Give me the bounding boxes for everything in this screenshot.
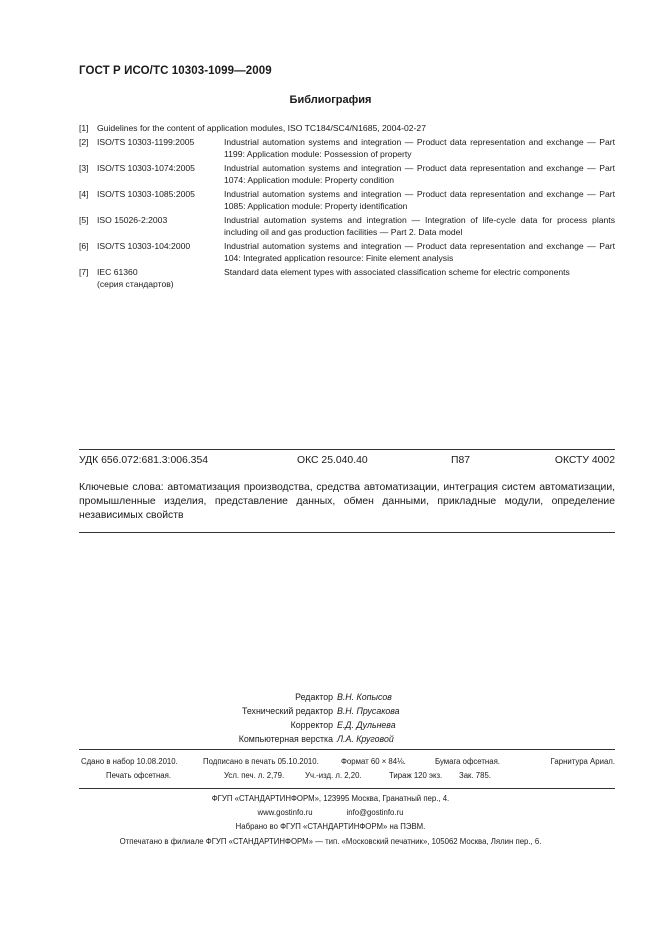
staff-person: В.Н. Прусакова (337, 706, 400, 716)
entry-number: [1] (79, 123, 89, 133)
entry-number: [7] (79, 266, 89, 277)
okstu-code: ОКСТУ 4002 (554, 455, 615, 466)
bibliography-list (79, 122, 615, 289)
publisher-web: www.gostinfo.ru (257, 808, 313, 818)
bibliography-entry (79, 240, 615, 264)
imprint-printing: Печать офсетная. (106, 771, 172, 780)
imprint-typeface: Гарнитура Ариал. (550, 757, 615, 766)
divider-top (79, 449, 615, 450)
entry-reference: ISO 15026-2:2003 (97, 214, 168, 225)
entry-reference: ISO/TS 10303-1074:2005 (97, 162, 195, 173)
publisher-address: ФГУП «СТАНДАРТИНФОРМ», 123995 Москва, Гранатный пер., 4. (211, 794, 450, 803)
staff-row (0, 718, 661, 732)
staff-row (0, 732, 661, 746)
keywords-block (79, 481, 615, 524)
publisher-contacts (0, 806, 661, 820)
entry-number: [3] (79, 162, 89, 173)
entry-number: [5] (79, 214, 89, 225)
bibliography-entry (79, 188, 615, 212)
entry-title: Industrial automation systems and integration — Integration of life-cycle data for process plants including oil and gas production facilities — Part 2. Data model (224, 214, 615, 237)
divider-publisher (79, 788, 615, 789)
oks-code: ОКС 25.040.40 (297, 455, 368, 466)
staff-role: Корректор (290, 720, 333, 730)
entry-number: [2] (79, 136, 89, 147)
staff-role: Технический редактор (241, 706, 333, 716)
bibliography-entry (79, 136, 615, 160)
entry-title: Industrial automation systems and integration — Product data representation and exchange — Part 1199: Application module: Possession of property (224, 136, 615, 159)
publisher-typeset: Набрано во ФГУП «СТАНДАРТИНФОРМ» на ПЭВМ. (235, 822, 426, 832)
bibliography-entry (79, 162, 615, 186)
staff-person: Е.Д. Дульнева (337, 720, 396, 730)
standard-code: ГОСТ Р ИСО/ТС 10303-1099—2009 (79, 65, 272, 77)
publisher-email: info@gostinfo.ru (346, 808, 404, 818)
entry-title: Standard data element types with associated classification scheme for electric components (224, 266, 570, 277)
publisher-block (0, 792, 661, 849)
imprint-order: Зак. 785. (459, 771, 491, 780)
entry-reference: ISO/TS 10303-1085:2005 (97, 188, 195, 199)
imprint-format: Формат 60 × 84⅛. (341, 757, 406, 766)
p-code: П87 (451, 455, 471, 466)
bibliography-heading: Библиография (289, 94, 372, 106)
imprint-set-date: Сдано в набор 10.08.2010. (81, 757, 178, 766)
bibliography-entry (79, 122, 615, 134)
entry-reference: ISO/TS 10303-104:2000 (97, 240, 191, 251)
entry-title: Industrial automation systems and integration — Product data representation and exchange — Part 104: Integrated application resource: Finite element analysis (224, 240, 615, 263)
divider-keywords (79, 532, 615, 533)
bibliography-entry (79, 214, 615, 238)
imprint-print-sheets: Усл. печ. л. 2,79. (224, 771, 285, 780)
imprint-paper: Бумага офсетная. (435, 757, 500, 766)
entry-reference: ISO/TS 10303-1199:2005 (97, 136, 195, 147)
keywords-text: автоматизация производства, средства автоматизации, интеграция систем автоматизации, промышленные изделия, представление данных, обмен данными, прикладные модули, определение независимых свойств (79, 482, 616, 522)
staff-row (0, 704, 661, 718)
entry-title: Industrial automation systems and integration — Product data representation and exchange — Part 1085: Application module: Property identification (224, 188, 615, 211)
entry-reference: IEC 61360 (серия стандартов) (97, 266, 174, 289)
imprint-publ-sheets: Уч.-изд. л. 2,20. (305, 771, 362, 780)
staff-row (0, 690, 661, 704)
divider-imprint (79, 749, 615, 750)
publisher-printed: Отпечатано в филиале ФГУП «СТАНДАРТИНФОРМ» — тип. «Московский печатник», 105062 Москва, Лялин пер., 6. (119, 836, 542, 846)
entry-number: [6] (79, 240, 89, 251)
entry-number: [4] (79, 188, 89, 199)
imprint-run: Тираж 120 экз. (389, 771, 443, 780)
keywords-label: Ключевые слова: (79, 482, 164, 493)
udk-code: УДК 656.072:681.3:006.354 (79, 455, 209, 466)
staff-person: В.Н. Копысов (337, 692, 392, 702)
imprint-sign-date: Подписано в печать 05.10.2010. (203, 757, 319, 766)
staff-person: Л.А. Круговой (337, 734, 394, 744)
entry-title: Industrial automation systems and integration — Product data representation and exchange — Part 1074: Application module: Property condition (224, 162, 615, 185)
bibliography-entry (79, 266, 615, 289)
staff-role: Редактор (295, 692, 333, 702)
staff-credits (0, 690, 661, 746)
entry-title: Guidelines for the content of application modules, ISO TC184/SC4/N1685, 2004-02-27 (97, 123, 426, 133)
classification-codes (79, 455, 615, 469)
staff-role: Компьютерная верстка (238, 734, 333, 744)
